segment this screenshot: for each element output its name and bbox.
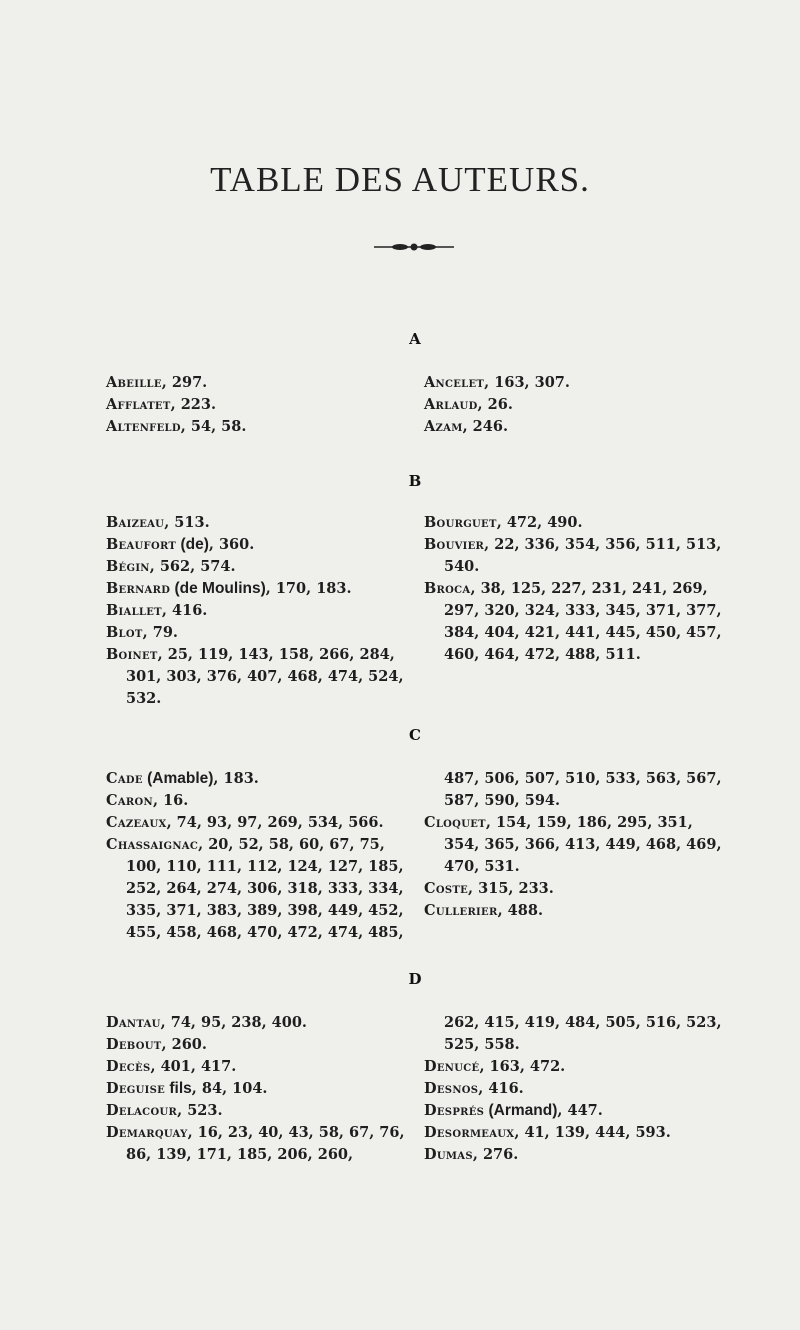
index-entry	[106, 1100, 411, 1122]
index-entry	[424, 512, 729, 534]
page-references: , 562, 574.	[149, 558, 236, 575]
page-references: , 488.	[497, 902, 543, 919]
author-name: Desormeaux	[424, 1124, 515, 1141]
index-entry	[106, 834, 411, 944]
author-qualifier: (Armand)	[484, 1102, 558, 1119]
page-references: , 54, 58.	[180, 418, 247, 435]
index-entry	[106, 556, 411, 578]
page-references: , 297.	[161, 374, 208, 391]
author-name: Decès	[106, 1058, 151, 1075]
page-references: , 447.	[557, 1102, 603, 1119]
author-name: Broca	[424, 580, 471, 597]
page-references: , 246.	[462, 418, 508, 435]
author-name: Baizeau	[106, 514, 165, 531]
author-name: Bouvier	[424, 536, 485, 553]
page-references: 487, 506, 507, 510, 533, 563, 567, 587, 590, 594.	[444, 770, 722, 809]
index-column-left	[106, 1012, 411, 1166]
author-name: Azam	[424, 418, 463, 435]
author-name: Debout	[106, 1036, 162, 1053]
page-references: , 22, 336, 354, 356, 511, 513, 540.	[444, 536, 722, 575]
page-references: 262, 415, 419, 484, 505, 516, 523, 525, 558.	[444, 1014, 722, 1053]
page-references: , 513.	[164, 514, 210, 531]
author-name: Bégin	[106, 558, 150, 575]
index-entry	[106, 790, 411, 812]
index-entry	[424, 1078, 729, 1100]
index-column-right	[424, 372, 729, 438]
index-entry	[106, 622, 411, 644]
author-qualifier: fils	[165, 1080, 192, 1097]
index-entry	[106, 768, 411, 790]
page-references: , 416.	[478, 1080, 524, 1097]
section-letter: C	[409, 726, 421, 744]
author-name: Boinet	[106, 646, 158, 663]
author-name: Ancelet	[424, 374, 485, 391]
index-entry	[424, 578, 729, 666]
author-name: Arlaud	[424, 396, 478, 413]
author-name: Demarquay	[106, 1124, 188, 1141]
index-entry	[106, 812, 411, 834]
author-name: Dumas	[424, 1146, 473, 1163]
page-references: , 16, 23, 40, 43, 58, 67, 76, 86, 139, 171, 185, 206, 260,	[126, 1124, 405, 1163]
index-column-left	[106, 512, 411, 710]
index-entry	[424, 372, 729, 394]
index-entry	[106, 1034, 411, 1056]
index-column-left	[106, 768, 411, 944]
author-name: Bourguet	[424, 514, 497, 531]
page-references: , 472, 490.	[496, 514, 583, 531]
index-entry	[106, 1012, 411, 1034]
index-entry	[424, 900, 729, 922]
page-references: , 38, 125, 227, 231, 241, 269, 297, 320, 324, 333, 345, 371, 377, 384, 404, 421, 441, 445, 450, 457, 460, 464, 472, 488, 511.	[444, 580, 722, 663]
page-references: , 401, 417.	[150, 1058, 237, 1075]
index-entry	[106, 416, 411, 438]
author-name: Després	[424, 1102, 485, 1119]
author-name: Blot	[106, 624, 143, 641]
index-entry	[424, 1056, 729, 1078]
page-references: , 26.	[477, 396, 513, 413]
author-name: Desnos	[424, 1080, 479, 1097]
author-qualifier: (Amable)	[142, 770, 214, 787]
index-entry	[106, 644, 411, 710]
page-references: , 84, 104.	[191, 1080, 268, 1097]
author-name: Abeille	[106, 374, 162, 391]
index-entry	[106, 512, 411, 534]
page-references: , 41, 139, 444, 593.	[514, 1124, 671, 1141]
page-references: , 16.	[152, 792, 189, 809]
page-title: TABLE DES AUTEURS.	[210, 160, 590, 199]
page-references: , 74, 95, 238, 400.	[160, 1014, 307, 1031]
index-entry	[424, 878, 729, 900]
index-entry	[106, 1122, 411, 1166]
index-entry	[424, 1012, 729, 1056]
page-references: , 74, 93, 97, 269, 534, 566.	[166, 814, 384, 831]
index-entry	[424, 1100, 729, 1122]
page-references: , 20, 52, 58, 60, 67, 75, 100, 110, 111, 112, 124, 127, 185, 252, 264, 274, 306, 318, 333, 334, 335, 371, 383, 389, 398, 449, 452, 455, 458, 468, 470, 472, 474, 485,	[126, 836, 404, 941]
page-references: , 260.	[161, 1036, 207, 1053]
index-entry	[424, 534, 729, 578]
author-name: Bernard	[106, 580, 171, 597]
index-entry	[424, 768, 729, 812]
author-name: Delacour	[106, 1102, 178, 1119]
index-column-left	[106, 372, 411, 438]
index-entry	[424, 1122, 729, 1144]
section-letter: D	[408, 970, 422, 988]
author-name: Cullerier	[424, 902, 498, 919]
author-name: Beaufort	[106, 536, 177, 553]
index-entry	[106, 372, 411, 394]
author-qualifier: (de)	[176, 536, 209, 553]
index-entry	[106, 600, 411, 622]
author-name: Chassaignac	[106, 836, 199, 853]
index-entry	[424, 394, 729, 416]
section-letter: B	[408, 472, 422, 490]
author-qualifier: (de Moulins)	[170, 580, 266, 597]
index-entry	[106, 1056, 411, 1078]
page-references: , 79.	[142, 624, 178, 641]
page-references: , 360.	[208, 536, 255, 553]
index-column-right	[424, 1012, 729, 1166]
page-references: , 276.	[472, 1146, 519, 1163]
index-column-right	[424, 768, 729, 922]
author-name: Cade	[106, 770, 143, 787]
index-entry	[106, 1078, 411, 1100]
author-name: Altenfeld	[106, 418, 181, 435]
page-references: , 183.	[213, 770, 259, 787]
author-name: Deguise	[106, 1080, 166, 1097]
index-entry	[424, 812, 729, 878]
page-references: , 163, 472.	[479, 1058, 566, 1075]
ornament-divider-icon	[374, 240, 454, 254]
page-references: , 223.	[170, 396, 217, 413]
author-name: Denucé	[424, 1058, 480, 1075]
index-column-right	[424, 512, 729, 666]
author-name: Afflatet	[106, 396, 171, 413]
author-name: Coste	[424, 880, 469, 897]
page-references: , 416.	[161, 602, 208, 619]
section-letter: A	[409, 330, 421, 348]
page-references: , 170, 183.	[265, 580, 352, 597]
page-references: , 163, 307.	[484, 374, 570, 391]
author-name: Cloquet	[424, 814, 486, 831]
page-references: , 523.	[177, 1102, 223, 1119]
index-entry	[424, 1144, 729, 1166]
index-entry	[106, 394, 411, 416]
author-name: Cazeaux	[106, 814, 167, 831]
index-entry	[424, 416, 729, 438]
page-references: , 25, 119, 143, 158, 266, 284, 301, 303, 376, 407, 468, 474, 524, 532.	[126, 646, 404, 707]
author-name: Dantau	[106, 1014, 161, 1031]
index-entry	[106, 534, 411, 556]
author-name: Caron	[106, 792, 153, 809]
page-references: , 154, 159, 186, 295, 351, 354, 365, 366, 413, 449, 468, 469, 470, 531.	[444, 814, 722, 875]
page-references: , 315, 233.	[468, 880, 554, 897]
index-entry	[106, 578, 411, 600]
author-name: Biallet	[106, 602, 162, 619]
